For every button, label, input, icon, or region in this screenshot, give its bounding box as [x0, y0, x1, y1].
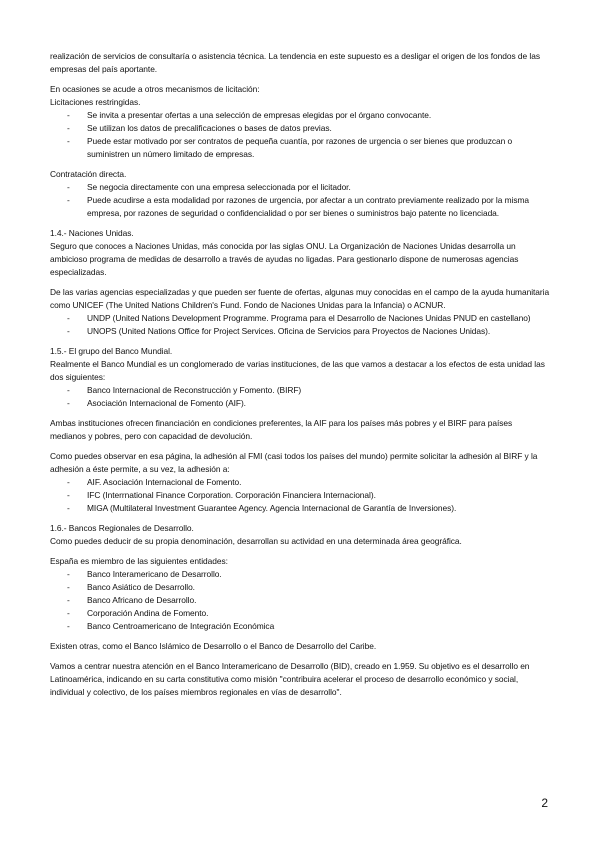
intro-paragraph: realización de servicios de consultaría o asistencia técnica. La tendencia en este supuesto es a desligar el origen de los fondos de las empresas del país aportante.: [50, 51, 540, 74]
paragraph: Como puedes deducir de su propia denominación, desarrollan su actividad en una determinada área geográfica.: [50, 536, 462, 546]
restricted-heading: Licitaciones restringidas.: [50, 97, 141, 107]
mechanisms-intro: En ocasiones se acude a otros mecanismos de licitación:: [50, 84, 260, 94]
direct-heading: Contratación directa.: [50, 169, 127, 179]
list-item: - Corporación Andina de Fomento.: [50, 607, 550, 620]
paragraph: Ambas instituciones ofrecen financiación en condiciones preferentes, la AIF para los países más pobres y el BIRF para países medianos y pobres, pero con capacidad de devolución.: [50, 418, 513, 441]
list-item: - Puede estar motivado por ser contratos de pequeña cuantía, por razones de urgencia o ser bienes que produzcan o suministren un número limitado de empresas.: [50, 135, 550, 161]
list-item: - Se utilizan los datos de precalificaciones o bases de datos previas.: [50, 122, 550, 135]
list-item: - Puede acudirse a esta modalidad por razones de urgencia, por afectar a un contrato previamente realizado por la misma empresa, por razones de seguridad o confidencialidad o por ser bienes o suministros bajo patente no licenciada.: [50, 194, 550, 220]
list-item: - Banco Asiático de Desarrollo.: [50, 581, 550, 594]
paragraph: De las varias agencias especializadas y que pueden ser fuente de ofertas, algunas muy conocidas en el campo de la ayuda humanitaria como UNICEF (The United Nations Children's Fund. Fondo de Naciones Unidas para la Infancia) o ACNUR.: [50, 287, 550, 310]
list-item: - Asociación Internacional de Fomento (AIF).: [50, 397, 550, 410]
list-item: - AIF. Asociación Internacional de Fomento.: [50, 476, 550, 489]
adhesion-list: [50, 476, 550, 515]
paragraph: Como puedes observar en esa página, la adhesión al FMI (casi todos los países del mundo) permite solicitar la adhesión al BIRF y la adhesión a éste permite, a su vez, la adhesión a:: [50, 451, 538, 474]
list-item: - Se negocia directamente con una empresa seleccionada por el licitador.: [50, 181, 550, 194]
list-item: - UNDP (United Nations Development Programme. Programa para el Desarrollo de Naciones Unidas PNUD en castellano): [50, 312, 550, 325]
list-item: - MIGA (Multilateral Investment Guarantee Agency. Agencia Internacional de Garantía de Inversiones).: [50, 502, 550, 515]
list-item: - UNOPS (United Nations Office for Project Services. Oficina de Servicios para Proyectos de Naciones Unidas).: [50, 325, 550, 338]
world-bank-list: [50, 384, 550, 410]
regional-banks-list: [50, 568, 550, 633]
section-heading-1-6: 1.6.- Bancos Regionales de Desarrollo.: [50, 523, 194, 533]
un-agencies-list: [50, 312, 550, 338]
direct-list: [50, 181, 550, 220]
list-item: - Banco Internacional de Reconstrucción y Fomento. (BIRF): [50, 384, 550, 397]
paragraph: España es miembro de las siguientes entidades:: [50, 556, 228, 566]
list-item: - Banco Interamericano de Desarrollo.: [50, 568, 550, 581]
list-item: - IFC (Interrnational Finance Corporation. Corporación Financiera Internacional).: [50, 489, 550, 502]
paragraph: Realmente el Banco Mundial es un conglomerado de varias instituciones, de las que vamos a destacar a los efectos de esta unidad las dos siguientes:: [50, 359, 545, 382]
list-item: - Banco Africano de Desarrollo.: [50, 594, 550, 607]
section-heading-1-5: 1.5.- El grupo del Banco Mundial.: [50, 346, 173, 356]
paragraph: Vamos a centrar nuestra atención en el Banco Interamericano de Desarrollo (BID), creado en 1.959. Su objetivo es el desarrollo en Latinoamérica, indicando en su carta constitutiva como misión "contribuira acelerar el proceso de desarrollo económico y social, individual y colectivo, de los países miembros regionales en vías de desarrollo".: [50, 661, 530, 697]
section-heading-1-4: 1.4.- Naciones Unidas.: [50, 228, 134, 238]
paragraph: Seguro que conoces a Naciones Unidas, más conocida por las siglas ONU. La Organización de Naciones Unidas desarrolla un ambicioso programa de medidas de desarrollo a través de ayudas no ligadas. Para gestionarlo dispone de numerosas agencias especializadas.: [50, 241, 519, 277]
page-number: 2: [541, 796, 548, 810]
paragraph: Existen otras, como el Banco Islámico de Desarrollo o el Banco de Desarrollo del Caribe.: [50, 641, 377, 651]
document-page: [50, 50, 550, 699]
list-item: - Banco Centroamericano de Integración Económica: [50, 620, 550, 633]
restricted-list: [50, 109, 550, 161]
list-item: - Se invita a presentar ofertas a una selección de empresas elegidas por el órgano convocante.: [50, 109, 550, 122]
